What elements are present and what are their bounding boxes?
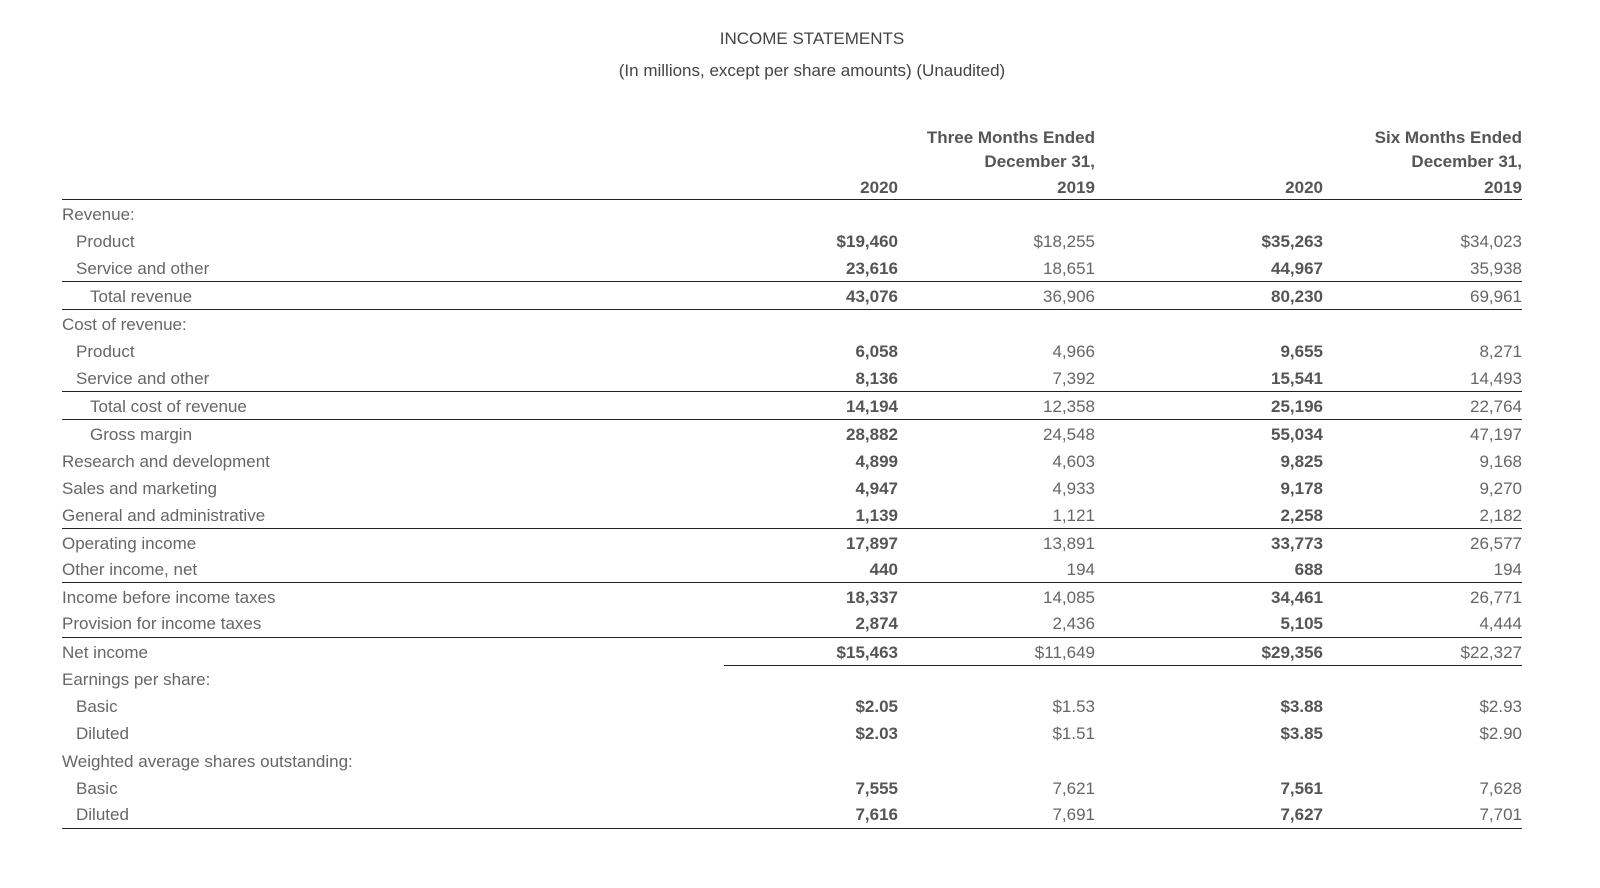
table-rule [724,665,1522,666]
header-six-months-line2: December 31, [1411,152,1522,171]
row-value-col2: 7,392 [1052,369,1095,388]
row-label: Product [76,342,135,361]
row-value-col2: 2,436 [1052,614,1095,633]
row-label: Service and other [76,369,210,388]
row-label: Earnings per share: [62,670,211,689]
row-value-col2: 4,966 [1052,342,1095,361]
row-value-col2: 14,085 [1043,588,1095,607]
row-value-col4: 9,270 [1479,479,1522,498]
header-year-col4: 2019 [1484,178,1522,197]
row-value-col2: 7,691 [1052,805,1095,824]
row-value-col4: 47,197 [1470,425,1522,444]
row-value-col1: $2.03 [855,724,898,743]
row-value-col1: 18,337 [846,588,898,607]
row-value-col1: 6,058 [855,342,898,361]
table-rule [62,582,1522,583]
row-value-col4: 26,577 [1470,534,1522,553]
row-value-col1: 28,882 [846,425,898,444]
row-value-col3: 25,196 [1271,397,1323,416]
row-value-col2: 4,603 [1052,452,1095,471]
row-value-col2: $18,255 [1033,232,1095,251]
row-value-col4: $34,023 [1460,232,1522,251]
header-three-months-line2: December 31, [984,152,1095,171]
row-value-col3: 80,230 [1271,287,1323,306]
row-value-col2: 13,891 [1043,534,1095,553]
row-value-col1: 4,899 [855,452,898,471]
row-value-col4: 35,938 [1470,259,1522,278]
row-label: Sales and marketing [62,479,217,498]
row-label: Operating income [62,534,197,553]
row-label: General and administrative [62,506,266,525]
header-three-months [927,126,1095,174]
row-label: Basic [76,697,118,716]
row-value-col1: 23,616 [846,259,898,278]
row-value-col4: 22,764 [1470,397,1522,416]
row-value-col1: 1,139 [855,506,898,525]
row-value-col3: 688 [1294,560,1323,579]
row-value-col1: 43,076 [846,287,898,306]
row-label: Income before income taxes [62,588,276,607]
row-label: Basic [76,779,118,798]
row-label: Provision for income taxes [62,614,262,633]
row-value-col1: 17,897 [846,534,898,553]
row-value-col3: 9,825 [1280,452,1323,471]
table-rule [62,828,1522,829]
row-value-col3: 9,178 [1280,479,1323,498]
row-value-col4: 69,961 [1470,287,1522,306]
row-value-col2: $1.53 [1052,697,1095,716]
row-label: Cost of revenue: [62,315,187,334]
row-label: Gross margin [90,425,193,444]
row-value-col4: $2.90 [1479,724,1522,743]
row-value-col4: 8,271 [1479,342,1522,361]
row-value-col1: $19,460 [836,232,898,251]
row-value-col4: 7,628 [1479,779,1522,798]
row-label: Total revenue [90,287,193,306]
header-six-months-line1: Six Months Ended [1374,128,1522,147]
row-label: Net income [62,643,148,662]
row-value-col2: $1.51 [1052,724,1095,743]
row-label: Other income, net [62,560,198,579]
row-value-col2: 24,548 [1043,425,1095,444]
row-value-col3: $35,263 [1261,232,1323,251]
row-value-col4: $2.93 [1479,697,1522,716]
row-value-col2: 4,933 [1052,479,1095,498]
row-value-col2: $11,649 [1034,643,1095,662]
row-label: Product [76,232,135,251]
row-value-col4: 26,771 [1470,588,1522,607]
row-value-col3: $3.88 [1280,697,1323,716]
row-value-col2: 194 [1066,560,1095,579]
header-six-months [1375,126,1522,174]
row-value-col1: 2,874 [855,614,898,633]
row-label: Total cost of revenue [90,397,247,416]
row-value-col2: 1,121 [1052,506,1095,525]
row-value-col1: 7,555 [855,779,898,798]
row-value-col3: $29,356 [1261,643,1323,662]
header-three-months-line1: Three Months Ended [926,128,1095,147]
row-label: Diluted [76,805,129,824]
row-value-col1: 440 [869,560,898,579]
row-label: Service and other [76,259,210,278]
row-value-col2: 12,358 [1043,397,1095,416]
row-value-col3: 34,461 [1271,588,1323,607]
row-value-col2: 7,621 [1052,779,1095,798]
row-value-col3: 7,627 [1280,805,1323,824]
header-year-col3: 2020 [1285,178,1323,197]
row-value-col3: 5,105 [1280,614,1323,633]
table-rule [62,528,1522,529]
header-year-col2: 2019 [1057,178,1095,197]
row-value-col1: 14,194 [846,397,898,416]
table-rule [62,391,1522,392]
header-rule [62,199,1522,200]
row-value-col3: 7,561 [1280,779,1323,798]
table-rule [62,419,1522,420]
row-label: Research and development [62,452,270,471]
row-value-col1: $2.05 [855,697,898,716]
table-rule [62,281,1522,282]
statement-title: INCOME STATEMENTS [719,29,905,48]
row-value-col4: 14,493 [1470,369,1522,388]
row-value-col4: $22,327 [1460,643,1522,662]
table-rule [62,309,1522,310]
row-label: Weighted average shares outstanding: [62,752,353,771]
row-value-col4: 4,444 [1479,614,1522,633]
row-value-col4: 7,701 [1479,805,1522,824]
row-value-col3: $3.85 [1280,724,1323,743]
row-value-col3: 2,258 [1280,506,1323,525]
row-value-col3: 9,655 [1280,342,1323,361]
row-value-col1: 8,136 [855,369,898,388]
row-value-col1: 7,616 [855,805,898,824]
row-value-col4: 9,168 [1479,452,1522,471]
row-value-col3: 44,967 [1271,259,1323,278]
row-value-col3: 33,773 [1271,534,1323,553]
row-value-col2: 18,651 [1043,259,1095,278]
row-value-col4: 194 [1493,560,1522,579]
row-value-col2: 36,906 [1043,287,1095,306]
row-value-col3: 15,541 [1271,369,1323,388]
row-label: Diluted [76,724,129,743]
row-value-col3: 55,034 [1271,425,1323,444]
table-rule [62,637,1522,638]
row-label: Revenue: [62,205,135,224]
row-value-col1: 4,947 [855,479,898,498]
row-value-col1: $15,463 [836,643,898,662]
statement-subtitle: (In millions, except per share amounts) (Unaudited) [618,61,1006,80]
row-value-col4: 2,182 [1479,506,1522,525]
header-year-col1: 2020 [860,178,898,197]
